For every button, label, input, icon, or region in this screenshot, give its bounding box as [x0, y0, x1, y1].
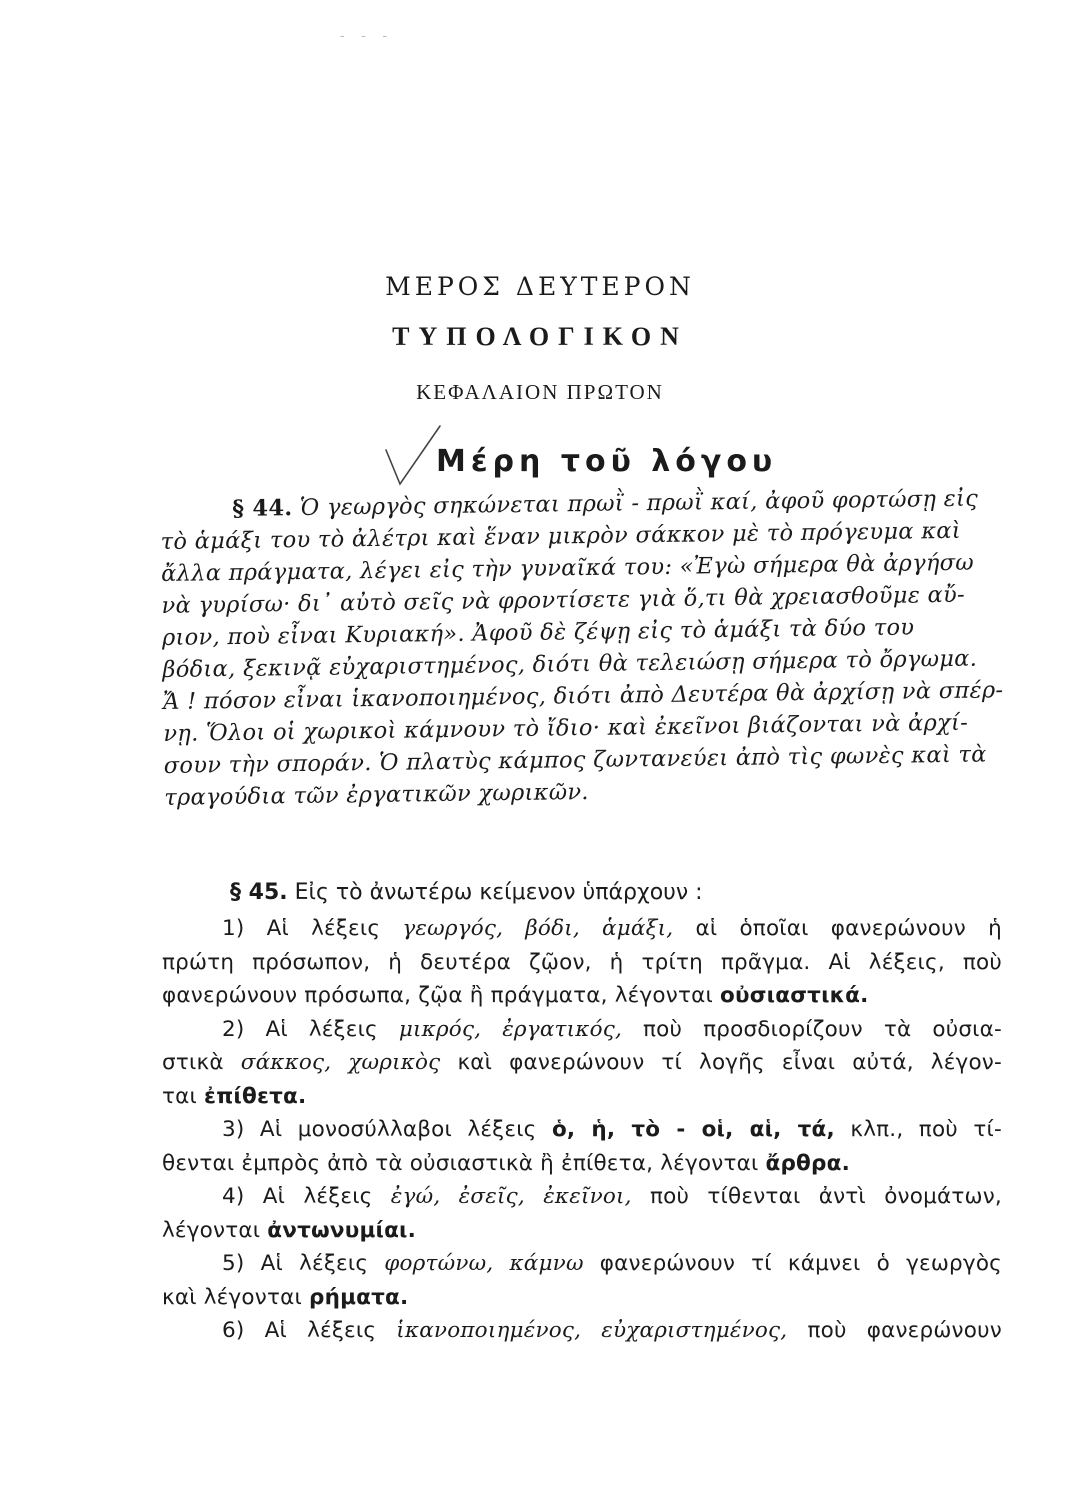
paragraph-line: § 44. Ὁ γεωργὸς σηκώνεται πρωῒ - πρωῒ καί, ἀφοῦ φορτώσῃ εἰς	[232, 485, 979, 522]
list-item-line: 2) Αἱ λέξεις μικρός, ἐργατικός, ποὺ προσδιορίζουν τὰ οὐσια-	[222, 1016, 1002, 1042]
paragraph-45-intro: Εἰς τὸ ἀνωτέρω κείμενον ὑπάρχουν :	[294, 880, 703, 905]
paragraph-line: τὸ ἁμάξι του τὸ ἀλέτρι καὶ ἕναν μικρὸν σάκκον μὲ τὸ πρόγευμα καὶ	[160, 517, 962, 555]
grammar-term: ρήματα.	[309, 1284, 409, 1310]
paragraph-line: τραγούδια τῶν ἐργατικῶν χωρικῶν.	[164, 779, 589, 811]
list-item-line: στικὰ σάκκος, χωρικὸς καὶ φανερώνουν τί λογῆς εἶναι αὐτά, λέγον-	[162, 1050, 1002, 1075]
scan-artifact: - - -	[340, 28, 394, 44]
list-item-line: θενται ἐμπρὸς ἀπὸ τὰ οὐσιαστικὰ ἢ ἐπίθετα, λέγονται ἄρθρα.	[162, 1150, 850, 1176]
subject-title: Μέρη τοῦ λόγου	[436, 444, 778, 479]
paragraph-line: Ἄ ! πόσον εἶναι ἱκανοποιημένος, διότι ἀπὸ Δευτέρα θὰ ἀρχίσῃ νὰ σπέρ-	[162, 677, 1004, 715]
list-item-line: λέγονται ἀντωνυμίαι.	[162, 1217, 416, 1243]
list-item-line: ται ἐπίθετα.	[162, 1083, 307, 1109]
handwritten-check-mark	[382, 420, 442, 490]
paragraph-45-items	[162, 912, 1002, 1348]
paragraph-line: νῃ. Ὅλοι οἱ χωρικοὶ κάμνουν τὸ ἴδιο· καὶ ἐκεῖνοι βιάζονται νὰ ἀρχί-	[163, 709, 969, 747]
grammar-term: ἐπίθετα.	[204, 1083, 307, 1109]
paragraph-line: ἄλλα πράγματα, λέγει εἰς τὴν γυναῖκά του: «Ἐγὼ σήμερα θὰ ἀργήσω	[160, 549, 975, 587]
list-item-line: φανερώνουν πρόσωπα, ζῷα ἢ πράγματα, λέγονται οὐσιαστικά.	[162, 983, 869, 1008]
list-item-line: πρώτη πρόσωπον, ἡ δευτέρα ζῷον, ἡ τρίτη πρᾶγμα. Αἱ λέξεις, ποὺ	[162, 949, 1002, 975]
part-title: ΜΕΡΟΣ ΔΕΥΤΕΡΟΝ	[385, 272, 695, 301]
section-number: § 45.	[230, 880, 288, 905]
section-number: § 44.	[232, 495, 293, 522]
grammar-term: οὐσιαστικά.	[720, 983, 869, 1008]
grammar-term: ἄρθρα.	[765, 1150, 850, 1176]
chapter-title: ΚΕΦΑΛΑΙΟΝ ΠΡΩΤΟΝ	[416, 380, 664, 404]
paragraph-line: νὰ γυρίσω· δι᾽ αὐτὸ σεῖς νὰ φροντίσετε γιὰ ὅ,τι θὰ χρειασθοῦμε αὔ-	[161, 581, 966, 619]
paragraph-line: σουν τὴν σποράν. Ὁ πλατὺς κάμπος ζωντανεύει ἀπὸ τὶς φωνὲς καὶ τὰ	[163, 741, 987, 779]
paragraph-45-heading	[230, 880, 703, 905]
paragraph-line: βόδια, ξεκινᾷ εὐχαριστημένος, διότι θὰ τελειώσῃ σήμερα τὸ ὄργωμα.	[162, 645, 978, 683]
list-item-line: 6) Αἱ λέξεις ἱκανοποιημένος, εὐχαριστημένος, ποὺ φανερώνουν	[222, 1318, 1002, 1343]
list-item-line: 1) Αἱ λέξεις γεωργός, βόδι, ἁμάξι, αἱ ὁποῖαι φανερώνουν ἡ	[222, 916, 1002, 941]
paragraph-44	[160, 482, 1014, 814]
paragraph-line: ριον, ποὺ εἶναι Κυριακή». Ἀφοῦ δὲ ζέψῃ εἰς τὸ ἁμάξι τὰ δύο του	[161, 614, 915, 651]
list-item-line: καὶ λέγονται ρήματα.	[162, 1284, 409, 1310]
section-title: ΤΥΠΟΛΟΓΙΚΟΝ	[392, 322, 688, 351]
grammar-term: ἀντωνυμίαι.	[267, 1217, 416, 1243]
list-item-line: 4) Αἱ λέξεις ἐγώ, ἐσεῖς, ἐκεῖνοι, ποὺ τίθενται ἀντὶ ὀνομάτων,	[222, 1184, 1002, 1209]
list-item-line: 5) Αἱ λέξεις φορτώνω, κάμνω φανερώνουν τί κάμνει ὁ γεωργὸς	[222, 1251, 1002, 1276]
list-item-line: 3) Αἱ μονοσύλλαβοι λέξεις ὁ, ἡ, τὸ - οἱ, αἱ, τά, κλπ., ποὺ τί-	[222, 1117, 1002, 1142]
